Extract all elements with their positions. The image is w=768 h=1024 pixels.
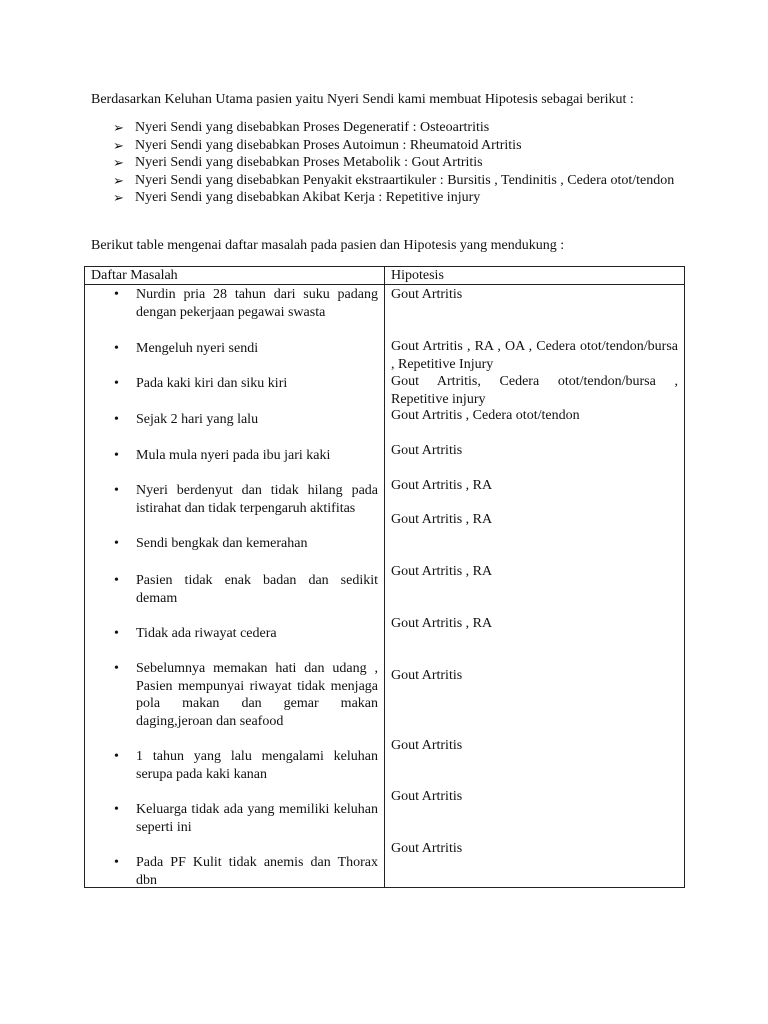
problem-item <box>110 748 378 783</box>
bullet-dot-icon: • <box>114 341 119 356</box>
hypothesis-cell: Gout Artritis , Cedera otot/tendon <box>391 408 580 423</box>
hypothesis-cell: Gout Artritis , RA <box>391 478 493 493</box>
arrow-bullet-icon: ➢ <box>113 190 124 205</box>
problem-item <box>110 854 378 889</box>
problem-text: Mengeluh nyeri sendi <box>136 341 259 356</box>
hypothesis-cell: Gout Artritis <box>391 287 463 302</box>
bullet-dot-icon: • <box>114 376 119 391</box>
bullet-dot-icon: • <box>114 802 119 817</box>
arrow-bullet-icon: ➢ <box>113 172 124 188</box>
problem-item <box>110 801 378 836</box>
problem-item <box>110 286 378 321</box>
hypothesis-cell: Gout Artritis <box>391 789 463 804</box>
hypothesis-cell: Gout Artritis , RA <box>391 616 493 631</box>
problem-item <box>110 625 378 643</box>
problem-text: Pada PF Kulit tidak anemis dan Thorax dbn <box>136 855 378 888</box>
problem-text: Nyeri berdenyut dan tidak hilang pada istirahat dan tidak terpengaruh aktifitas <box>136 483 378 516</box>
hypothesis-list-item <box>113 154 693 172</box>
problem-item <box>110 340 378 358</box>
arrow-bullet-icon: ➢ <box>113 120 124 135</box>
bullet-dot-icon: • <box>114 412 119 427</box>
hypothesis-text: Nyeri Sendi yang disebabkan Akibat Kerja : Repetitive injury <box>135 190 481 205</box>
intro-paragraph: Berdasarkan Keluhan Utama pasien yaitu Nyeri Sendi kami membuat Hipotesis sebagai berikut : <box>91 92 634 107</box>
hypothesis-list-item <box>113 172 693 190</box>
hypothesis-text: Nyeri Sendi yang disebabkan Penyakit ekstraartikuler : Bursitis , Tendinitis , Cedera otot/tendon <box>135 172 675 188</box>
column-divider <box>384 267 385 887</box>
problem-text: Pasien tidak enak badan dan sedikit demam <box>136 573 378 606</box>
bullet-dot-icon: • <box>114 573 119 588</box>
table-intro-paragraph: Berikut table mengenai daftar masalah pada pasien dan Hipotesis yang mendukung : <box>91 238 565 253</box>
problem-item <box>110 447 378 465</box>
hypothesis-cell: Gout Artritis , RA <box>391 512 493 527</box>
problem-text: Pada kaki kiri dan siku kiri <box>136 376 288 391</box>
hypothesis-text: Nyeri Sendi yang disebabkan Proses Degeneratif : Osteoartritis <box>135 120 490 135</box>
hypothesis-cell: Gout Artritis <box>391 841 463 856</box>
problem-item <box>110 660 378 730</box>
bullet-dot-icon: • <box>114 287 119 302</box>
hypothesis-text: Nyeri Sendi yang disebabkan Proses Autoimun : Rheumatoid Artritis <box>135 137 522 153</box>
bullet-dot-icon: • <box>114 749 119 764</box>
hypothesis-list-item <box>113 137 693 155</box>
bullet-dot-icon: • <box>114 483 119 498</box>
problem-item <box>110 375 378 393</box>
bullet-dot-icon: • <box>114 448 119 463</box>
bullet-dot-icon: • <box>114 626 119 641</box>
bullet-dot-icon: • <box>114 661 119 676</box>
problem-hypothesis-table <box>84 266 685 888</box>
problem-text: Mula mula nyeri pada ibu jari kaki <box>136 448 331 463</box>
hypothesis-list-item <box>113 119 693 137</box>
problem-text: Sejak 2 hari yang lalu <box>136 412 259 427</box>
problem-item <box>110 411 378 429</box>
hypothesis-cell: Gout Artritis, Cedera otot/tendon/bursa , Repetitive injury <box>391 374 678 407</box>
arrow-bullet-icon: ➢ <box>113 137 124 153</box>
bullet-dot-icon: • <box>114 536 119 551</box>
hypothesis-text: Nyeri Sendi yang disebabkan Proses Metabolik : Gout Artritis <box>135 155 483 170</box>
arrow-bullet-icon: ➢ <box>113 155 124 170</box>
hypothesis-cell: Gout Artritis <box>391 738 463 753</box>
problem-item <box>110 482 378 517</box>
problem-item <box>110 535 378 553</box>
problem-text: Sendi bengkak dan kemerahan <box>136 536 308 551</box>
hypothesis-cell: Gout Artritis , RA <box>391 564 493 579</box>
hypothesis-list-item <box>113 189 693 207</box>
hypothesis-cell: Gout Artritis , RA , OA , Cedera otot/tendon/bursa , Repetitive Injury <box>391 339 678 372</box>
bullet-dot-icon: • <box>114 855 119 870</box>
header-hypotheses: Hipotesis <box>391 268 444 283</box>
problem-text: Tidak ada riwayat cedera <box>136 626 277 641</box>
hypothesis-cell: Gout Artritis <box>391 668 463 683</box>
header-divider <box>85 284 684 285</box>
problem-item <box>110 572 378 607</box>
problem-text: Sebelumnya memakan hati dan udang , Pasien mempunyai riwayat tidak menjaga pola makan dan gemar makan daging,jeroan dan seafood <box>136 661 378 729</box>
hypothesis-list <box>113 119 693 207</box>
problem-text: 1 tahun yang lalu mengalami keluhan serupa pada kaki kanan <box>136 749 378 782</box>
header-problems: Daftar Masalah <box>91 268 178 283</box>
problem-text: Nurdin pria 28 tahun dari suku padang dengan pekerjaan pegawai swasta <box>136 287 378 320</box>
hypothesis-cell: Gout Artritis <box>391 443 463 458</box>
problem-text: Keluarga tidak ada yang memiliki keluhan seperti ini <box>136 802 378 835</box>
